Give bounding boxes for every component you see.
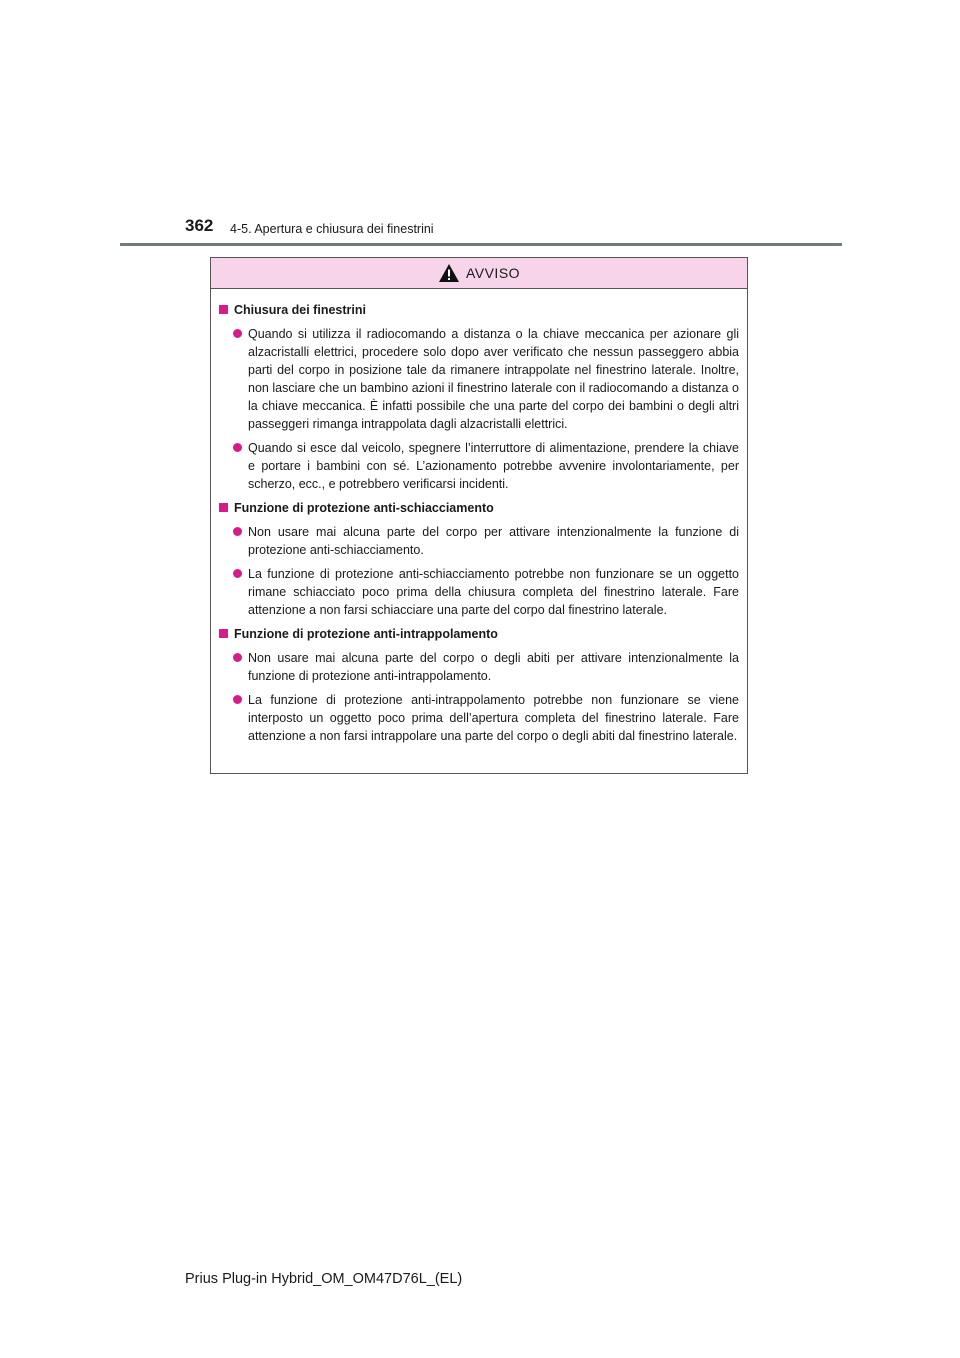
- section-heading-text: Funzione di protezione anti-schiacciamento: [234, 501, 494, 515]
- list-item: [219, 523, 739, 559]
- warning-section: [219, 301, 739, 493]
- header-divider: [120, 243, 842, 246]
- list-item: [219, 649, 739, 685]
- list-item: [219, 691, 739, 745]
- section-heading: [219, 301, 739, 319]
- section-heading: [219, 625, 739, 643]
- section-heading-text: Funzione di protezione anti-intrappolamento: [234, 627, 498, 641]
- list-item-text: Quando si esce dal veicolo, spegnere l’interruttore di alimentazione, prendere la chiave e portare i bambini con sé. L’azionamento potrebbe avvenire involontariamente, per scherzo, ecc., e potrebbero verificarsi incidenti.: [248, 441, 739, 491]
- round-bullet-icon: [233, 569, 242, 578]
- list-item: [219, 565, 739, 619]
- round-bullet-icon: [233, 695, 242, 704]
- list-item-text: La funzione di protezione anti-intrappolamento potrebbe non funzionare se viene interposto un oggetto poco prima dell’apertura completa del finestrino laterale. Fare attenzione a non farsi intrappolare una parte del corpo o degli abiti dal finestrino laterale.: [248, 693, 739, 743]
- list-item-text: Quando si utilizza il radiocomando a distanza o la chiave meccanica per azionare gli alzacristalli elettrici, procedere solo dopo aver verificato che nessun passeggero abbia parti del corpo in posizione tale da rimanere intrappolate nel finestrino laterale. Inoltre, non lasciare che un bambino azioni il finestrino laterale con il radiocomando a distanza o la chiave meccanica. È infatti possibile che una parte del corpo dei bambini o degli altri passeggeri rimanga intrappolata dagli alzacristalli elettrici.: [248, 327, 739, 431]
- section-heading: [219, 499, 739, 517]
- warning-body: [211, 289, 747, 745]
- list-item-text: Non usare mai alcuna parte del corpo per attivare intenzionalmente la funzione di protezione anti-schiacciamento.: [248, 525, 739, 557]
- warning-triangle-icon: [438, 263, 460, 283]
- square-bullet-icon: [219, 629, 228, 638]
- section-title: 4-5. Apertura e chiusura dei finestrini: [230, 222, 434, 236]
- page-number: 362: [185, 216, 214, 235]
- list-item-text: La funzione di protezione anti-schiacciamento potrebbe non funzionare se un oggetto rimane schiacciato poco prima della chiusura completa del finestrino laterale. Fare attenzione a non farsi schiacciare una parte del corpo dal finestrino laterale.: [248, 567, 739, 617]
- list-item: [219, 439, 739, 493]
- warning-section: [219, 625, 739, 745]
- warning-header: [211, 258, 747, 289]
- round-bullet-icon: [233, 653, 242, 662]
- list-item: [219, 325, 739, 433]
- round-bullet-icon: [233, 527, 242, 536]
- square-bullet-icon: [219, 503, 228, 512]
- round-bullet-icon: [233, 443, 242, 452]
- warning-label: AVVISO: [465, 265, 521, 281]
- footer-document-id: Prius Plug-in Hybrid_OM_OM47D76L_(EL): [185, 1271, 463, 1287]
- warning-box: [210, 257, 748, 774]
- round-bullet-icon: [233, 329, 242, 338]
- list-item-text: Non usare mai alcuna parte del corpo o degli abiti per attivare intenzionalmente la funzione di protezione anti-intrappolamento.: [248, 651, 739, 683]
- square-bullet-icon: [219, 305, 228, 314]
- section-heading-text: Chiusura dei finestrini: [234, 303, 366, 317]
- warning-section: [219, 499, 739, 619]
